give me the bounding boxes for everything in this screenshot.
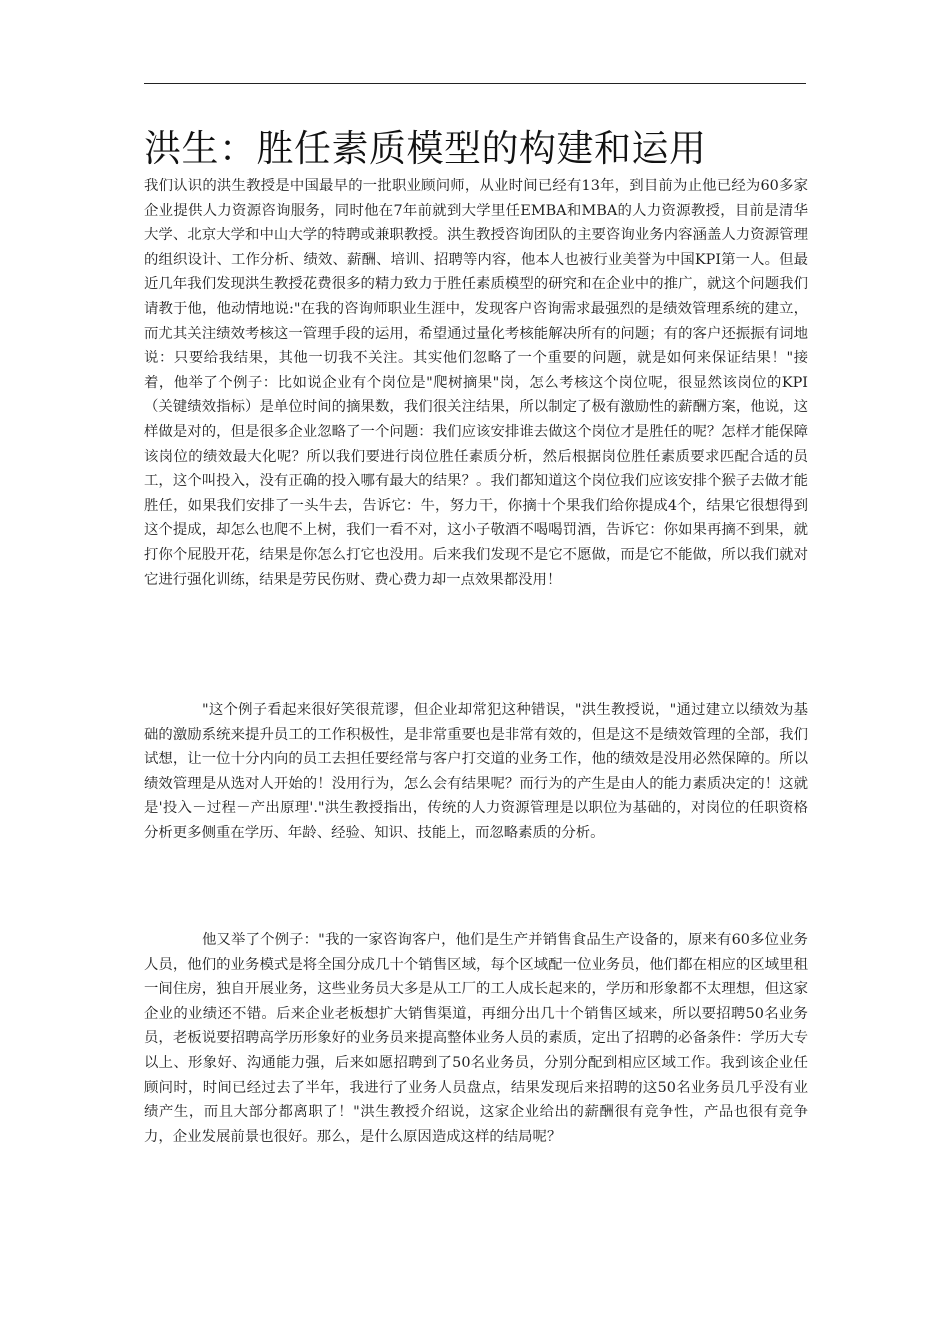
header-rule	[144, 83, 806, 84]
paragraph-2: "这个例子看起来很好笑很荒谬，但企业却常犯这种错误，"洪生教授说，"通过建立以绩效为基础的激励系统来提升员工的工作积极性，是非常重要也是非常有效的，但是这不是绩效管理的全部，我们试想，让一位十分内向的员工去担任要经常与客户打交道的业务工作，他的绩效是没用必然保障的。所以绩效管理是从选对人开始的！没用行为，怎么会有结果呢？而行为的产生是由人的能力素质决定的！这就是'投入－过程－产出原理'."洪生教授指出，传统的人力资源管理是以职位为基础的，对岗位的任职资格分析更多侧重在学历、年龄、经验、知识、技能上，而忽略素质的分析。	[144, 702, 808, 841]
article-title: 洪生：胜任素质模型的构建和运用	[144, 127, 707, 170]
paragraph-1: 我们认识的洪生教授是中国最早的一批职业顾问师，从业时间已经有13年，到目前为止他已经为60多家企业提供人力资源咨询服务，同时他在7年前就到大学里任EMBA和MBA的人力资源教授，目前是清华大学、北京大学和中山大学的特聘或兼职教授。洪生教授咨询团队的主要咨询业务内容涵盖人力资源管理的组织设计、工作分析、绩效、薪酬、培训、招聘等内容，他本人也被行业美誉为中国KPI第一人。但最近几年我们发现洪生教授花费很多的精力致力于胜任素质模型的研究和在企业中的推广，就这个问题我们请教于他，他动情地说:"在我的咨询师职业生涯中，发现客户咨询需求最强烈的是绩效管理系统的建立，而尤其关注绩效考核这一管理手段的运用，希望通过量化考核能解决所有的问题；有的客户还振振有词地说：只要给我结果，其他一切我不关注。其实他们忽略了一个重要的问题，就是如何来保证结果！"接着，他举了个例子：比如说企业有个岗位是"爬树摘果"岗，怎么考核这个岗位呢，很显然该岗位的KPI（关键绩效指标）是单位时间的摘果数，我们很关注结果，所以制定了极有激励性的薪酬方案，他说，这样做是对的，但是很多企业忽略了一个问题：我们应该安排谁去做这个岗位才是胜任的呢？怎样才能保障该岗位的绩效最大化呢？所以我们要进行岗位胜任素质分析，然后根据岗位胜任素质要求匹配合适的员工，这个叫投入，没有正确的投入哪有最大的结果？。我们都知道这个岗位我们应该安排个猴子去做才能胜任，如果我们安排了一头牛去，告诉它：牛，努力干，你摘十个果我们给你提成4个，结果它很想得到这个提成，却怎么也爬不上树，我们一看不对，这小子敬酒不喝喝罚酒，告诉它：你如果再摘不到果，就打你个屁股开花，结果是你怎么打它也没用。后来我们发现不是它不愿做，而是它不能做，所以我们就对它进行强化训练，结果是劳民伤财、费心费力却一点效果都没用！	[144, 178, 808, 588]
paragraph-3: 他又举了个例子："我的一家咨询客户，他们是生产并销售食品生产设备的，原来有60多位业务人员，他们的业务模式是将全国分成几十个销售区域，每个区域配一位业务员，他们都在相应的区域里租一间住房，独自开展业务，这些业务员大多是从工厂的工人成长起来的，学历和形象都不太理想，但这家企业的业绩还不错。后来企业老板想扩大销售渠道，再细分出几十个销售区域来，所以要招聘50名业务员，老板说要招聘高学历形象好的业务员来提高整体业务人员的素质，定出了招聘的必备条件：学历大专以上、形象好、沟通能力强，后来如愿招聘到了50名业务员，分别分配到相应区域工作。我到该企业任顾问时，时间已经过去了半年，我进行了业务人员盘点，结果发现后来招聘的这50名业务员几乎没有业绩产生，而且大部分都离职了！"洪生教授介绍说，这家企业给出的薪酬很有竞争性，产品也很有竞争力，企业发展前景也很好。那么，是什么原因造成这样的结局呢？	[144, 932, 808, 1145]
